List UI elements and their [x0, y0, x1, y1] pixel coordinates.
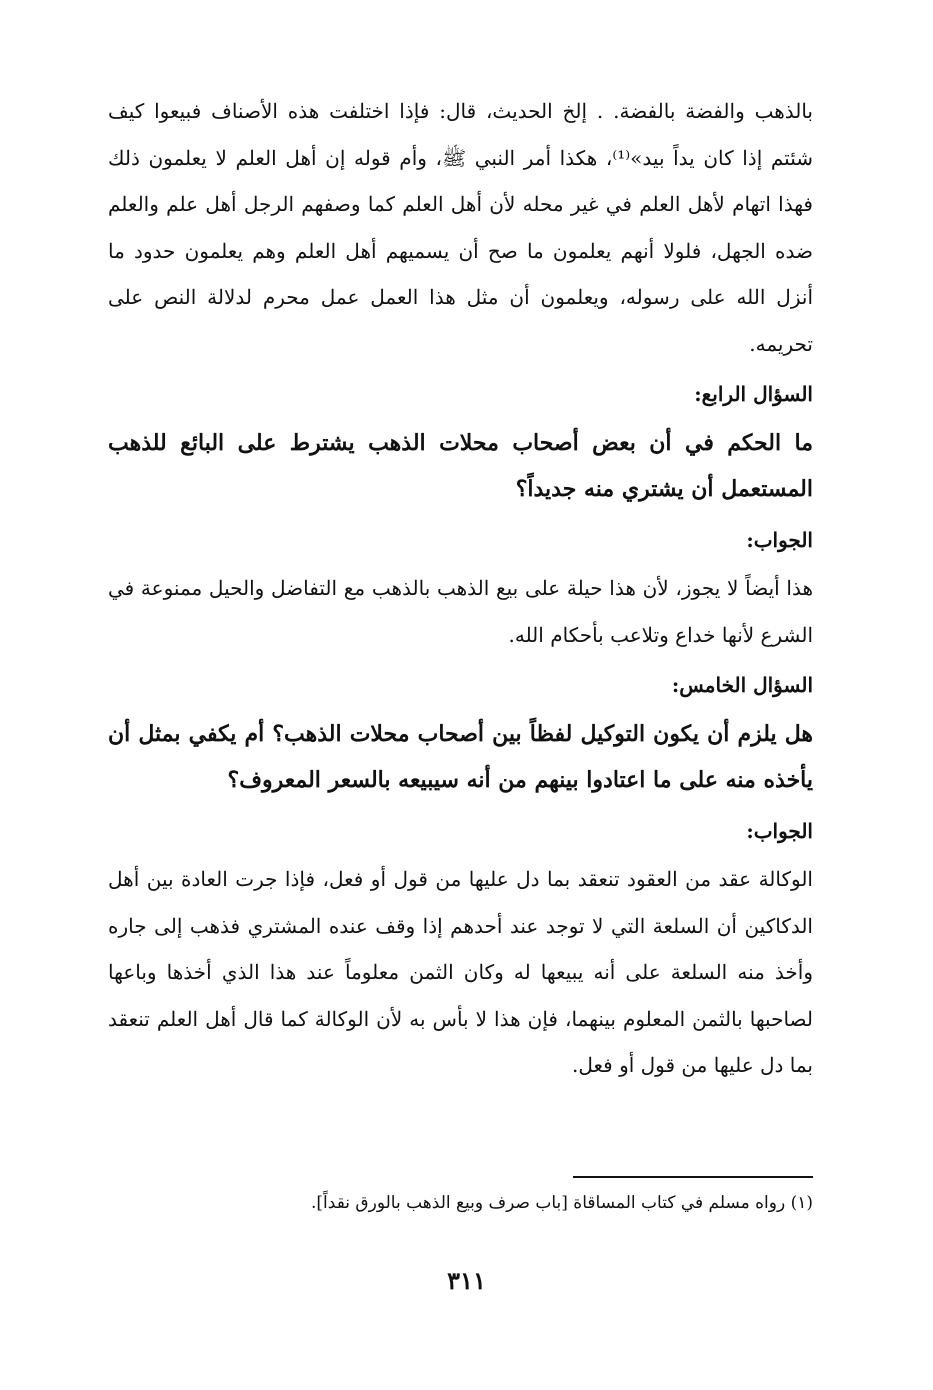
answer-5-text: الوكالة عقد من العقود تنعقد بما دل عليها من قول أو فعل، فإذا جرت العادة بين أهل الدكاكين أن السلعة التي لا توجد عند أحدهم إذا وقف عنده المشتري فذهب إلى جاره وأخذ منه السلعة على أنه يبيعها له وكان الثمن معلوماً عند هذا الذي أخذها وباعها لصاحبها بالثمن المعلوم بينهما، فإن هذا لا بأس به لأن الوكالة كما قال أهل العلم تنعقد بما دل عليها من قول أو فعل. — [108, 867, 813, 1077]
question-5-heading: السؤال الخامس: — [671, 673, 813, 697]
question-4-heading: السؤال الرابع: — [694, 382, 813, 406]
answer-4-text: هذا أيضاً لا يجوز، لأن هذا حيلة على بيع الذهب بالذهب مع التفاضل والحيل ممنوعة في الشرع لأنها خداع وتلاعب بأحكام الله. — [108, 576, 813, 647]
answer-4-heading: الجواب: — [746, 527, 813, 552]
intro-paragraph: بالذهب والفضة بالفضة. . إلخ الحديث، قال: فإذا اختلفت هذه الأصناف فبيعوا كيف شئتم إذا كان يداً بيد»⁽¹⁾، هكذا أمر النبي ﷺ، وأم قوله إن أهل العلم لا يعلمون ذلك فهذا اتهام لأهل العلم في غير محله لأن أهل العلم كما وصفهم الرجل أهل علم والعلم ضده الجهل، فلولا أنهم يعلمون ما صح أن يسميهم أهل العلم وهم يعلمون حدود ما أنزل الله على رسوله، ويعلمون أن مثل هذا العمل عمل محرم لدلالة النص على تحريمه. — [108, 99, 813, 356]
question-4-text: ما الحكم في أن بعض أصحاب محلات الذهب يشترط على البائع للذهب المستعمل أن يشتري منه جديداً؟ — [108, 429, 813, 502]
main-text — [108, 88, 813, 1089]
question-5-text: هل يلزم أن يكون التوكيل لفظاً بين أصحاب محلات الذهب؟ أم يكفي بمثل أن يأخذه منه على ما اعتادوا بينهم من أنه سيبيعه بالسعر المعروف؟ — [108, 720, 813, 793]
answer-5-heading: الجواب: — [746, 818, 813, 843]
footnote-divider — [573, 1176, 813, 1178]
footnote: (١) رواه مسلم في كتاب المساقاة [باب صرف وبيع الذهب بالورق نقداً]. — [311, 1193, 813, 1213]
page-number: ٣١١ — [447, 1266, 486, 1295]
